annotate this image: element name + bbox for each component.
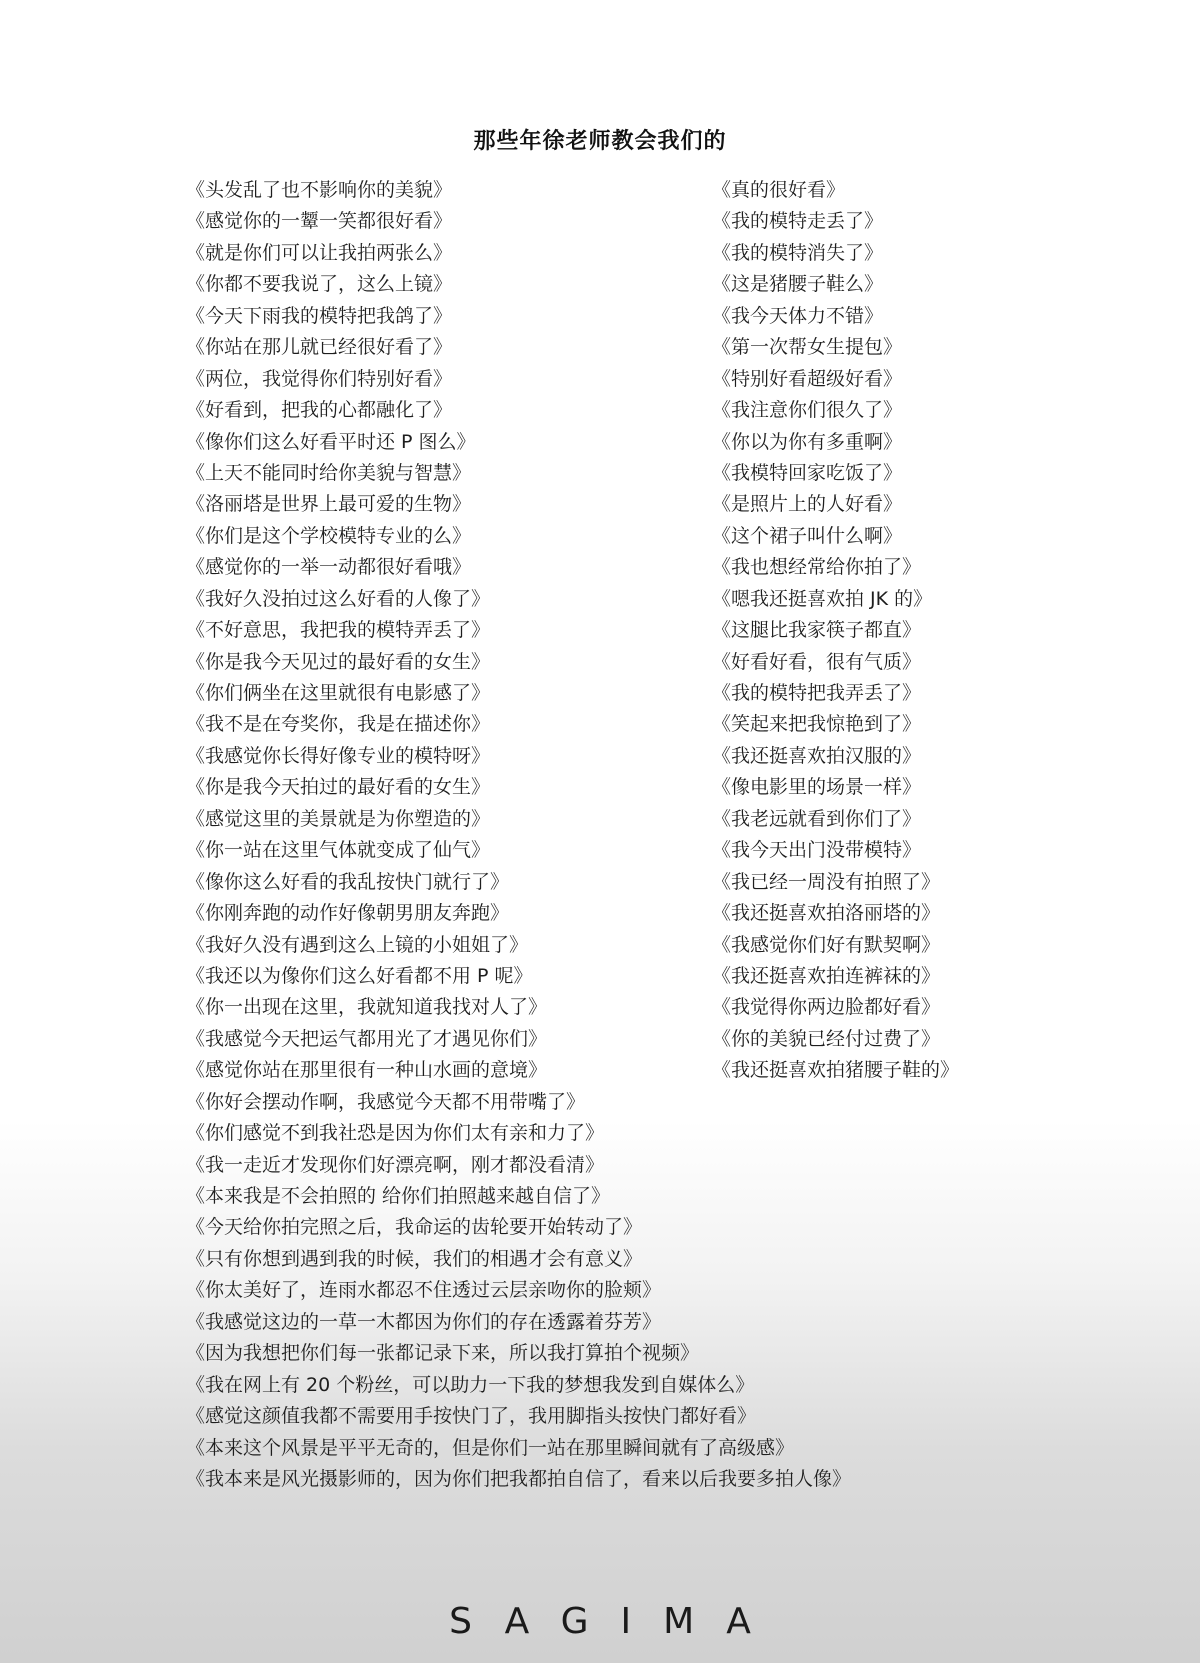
quote-item: 《你刚奔跑的动作好像朝男朋友奔跑》 [186,902,510,925]
quote-item: 《我还挺喜欢拍洛丽塔的》 [712,902,941,925]
quote-item: 《我还以为像你们这么好看都不用 P 呢》 [186,964,533,987]
quote-item: 《两位，我觉得你们特别好看》 [186,367,453,390]
quote-item: 《我好久没拍过这么好看的人像了》 [186,587,491,610]
quote-item: 《你太美好了，连雨水都忍不住透过云层亲吻你的脸颊》 [186,1279,662,1302]
quote-item: 《本来我是不会拍照的 给你们拍照越来越自信了》 [186,1185,611,1207]
quote-item: 《像你这么好看的我乱按快门就行了》 [186,870,510,893]
quote-item: 《我也想经常给你拍了》 [712,556,922,579]
quote-item: 《我觉得你两边脸都好看》 [712,996,941,1019]
quote-item: 《你以为你有多重啊》 [712,430,903,453]
quote-item: 《我感觉今天把运气都用光了才遇见你们》 [186,1027,548,1050]
quote-item: 《洛丽塔是世界上最可爱的生物》 [186,493,472,516]
quote-item: 《你一站在这里气体就变成了仙气》 [186,839,491,862]
quote-item: 《你的美貌已经付过费了》 [712,1027,941,1050]
quote-item: 《今天下雨我的模特把我鸽了》 [186,304,453,327]
quote-item: 《我还挺喜欢拍汉服的》 [712,744,922,767]
quote-item: 《感觉这里的美景就是为你塑造的》 [186,807,491,830]
quote-item: 《特别好看超级好看》 [712,367,903,390]
quote-item: 《今天给你拍完照之后，我命运的齿轮要开始转动了》 [186,1216,643,1239]
quote-item: 《头发乱了也不影响你的美貌》 [186,179,453,201]
quote-item: 《我模特回家吃饭了》 [712,461,903,484]
quote-item: 《感觉你站在那里很有一种山水画的意境》 [186,1059,548,1082]
quote-item: 《像电影里的场景一样》 [712,776,922,799]
quote-item: 《我感觉这边的一草一木都因为你们的存在透露着芬芳》 [186,1310,662,1333]
quote-item: 《我已经一周没有拍照了》 [712,870,941,893]
brand-logo: SAGIMA [449,1601,783,1642]
quote-item: 《我注意你们很久了》 [712,399,903,422]
quote-item: 《像你们这么好看平时还 P 图么》 [186,430,476,453]
quote-item: 《好看到，把我的心都融化了》 [186,399,453,422]
quote-item: 《好看好看，很有气质》 [712,650,922,673]
quote-item: 《是照片上的人好看》 [712,493,903,516]
quote-item: 《这腿比我家筷子都直》 [712,619,922,642]
quote-item: 《上天不能同时给你美貌与智慧》 [186,461,472,484]
quote-item: 《笑起来把我惊艳到了》 [712,713,922,736]
quote-item: 《你一出现在这里，我就知道我找对人了》 [186,996,548,1019]
quote-item: 《感觉你的一颦一笑都很好看》 [186,210,453,233]
quote-item: 《我不是在夸奖你，我是在描述你》 [186,713,491,736]
quote-item: 《真的很好看》 [712,179,846,201]
quote-item: 《我在网上有 20 个粉丝，可以助力一下我的梦想我发到自媒体么》 [186,1373,755,1396]
quote-item: 《感觉这颜值我都不需要用手按快门了，我用脚指头按快门都好看》 [186,1405,757,1428]
quote-item: 《你站在那儿就已经很好看了》 [186,336,453,359]
quote-item: 《只有你想到遇到我的时候，我们的相遇才会有意义》 [186,1247,643,1270]
quote-item: 《感觉你的一举一动都很好看哦》 [186,556,472,579]
quote-item: 《你们俩坐在这里就很有电影感了》 [186,682,491,704]
quote-item: 《第一次帮女生提包》 [712,336,903,359]
page-title: 那些年徐老师教会我们的 [473,129,727,154]
quote-item: 《你是我今天见过的最好看的女生》 [186,650,491,673]
right-quote-list [712,175,1042,1087]
quote-item: 《我今天出门没带模特》 [712,839,922,862]
quote-item: 《嗯我还挺喜欢拍 JK 的》 [712,587,933,610]
quote-item: 《我今天体力不错》 [712,304,884,327]
quote-item: 《我的模特把我弄丢了》 [712,682,922,704]
quote-item: 《我好久没有遇到这么上镜的小姐姐了》 [186,933,529,956]
quote-item: 《我老远就看到你们了》 [712,807,922,830]
quote-item: 《不好意思，我把我的模特弄丢了》 [186,619,491,642]
quote-item: 《因为我想把你们每一张都记录下来，所以我打算拍个视频》 [186,1342,700,1365]
quote-item: 《我的模特消失了》 [712,241,884,264]
quote-item: 《我感觉你长得好像专业的模特呀》 [186,744,491,767]
quote-item: 《本来这个风景是平平无奇的，但是你们一站在那里瞬间就有了高级感》 [186,1436,795,1459]
quote-item: 《我本来是风光摄影师的，因为你们把我都拍自信了，看来以后我要多拍人像》 [186,1467,852,1490]
quote-item: 《我的模特走丢了》 [712,210,884,233]
quote-item: 《你们感觉不到我社恐是因为你们太有亲和力了》 [186,1122,605,1145]
quote-item: 《这是猪腰子鞋么》 [712,273,884,296]
quote-item: 《我感觉你们好有默契啊》 [712,933,941,956]
quote-item: 《你都不要我说了，这么上镜》 [186,273,453,296]
quote-item: 《我还挺喜欢拍猪腰子鞋的》 [712,1059,960,1082]
quote-item: 《就是你们可以让我拍两张么》 [186,241,453,264]
quote-item: 《我还挺喜欢拍连裤袜的》 [712,964,941,987]
quote-item: 《这个裙子叫什么啊》 [712,524,903,547]
quote-item: 《你是我今天拍过的最好看的女生》 [186,776,491,799]
quote-item: 《你们是这个学校模特专业的么》 [186,524,472,547]
quote-item: 《我一走近才发现你们好漂亮啊，刚才都没看清》 [186,1153,605,1176]
quote-item: 《你好会摆动作啊，我感觉今天都不用带嘴了》 [186,1090,586,1113]
